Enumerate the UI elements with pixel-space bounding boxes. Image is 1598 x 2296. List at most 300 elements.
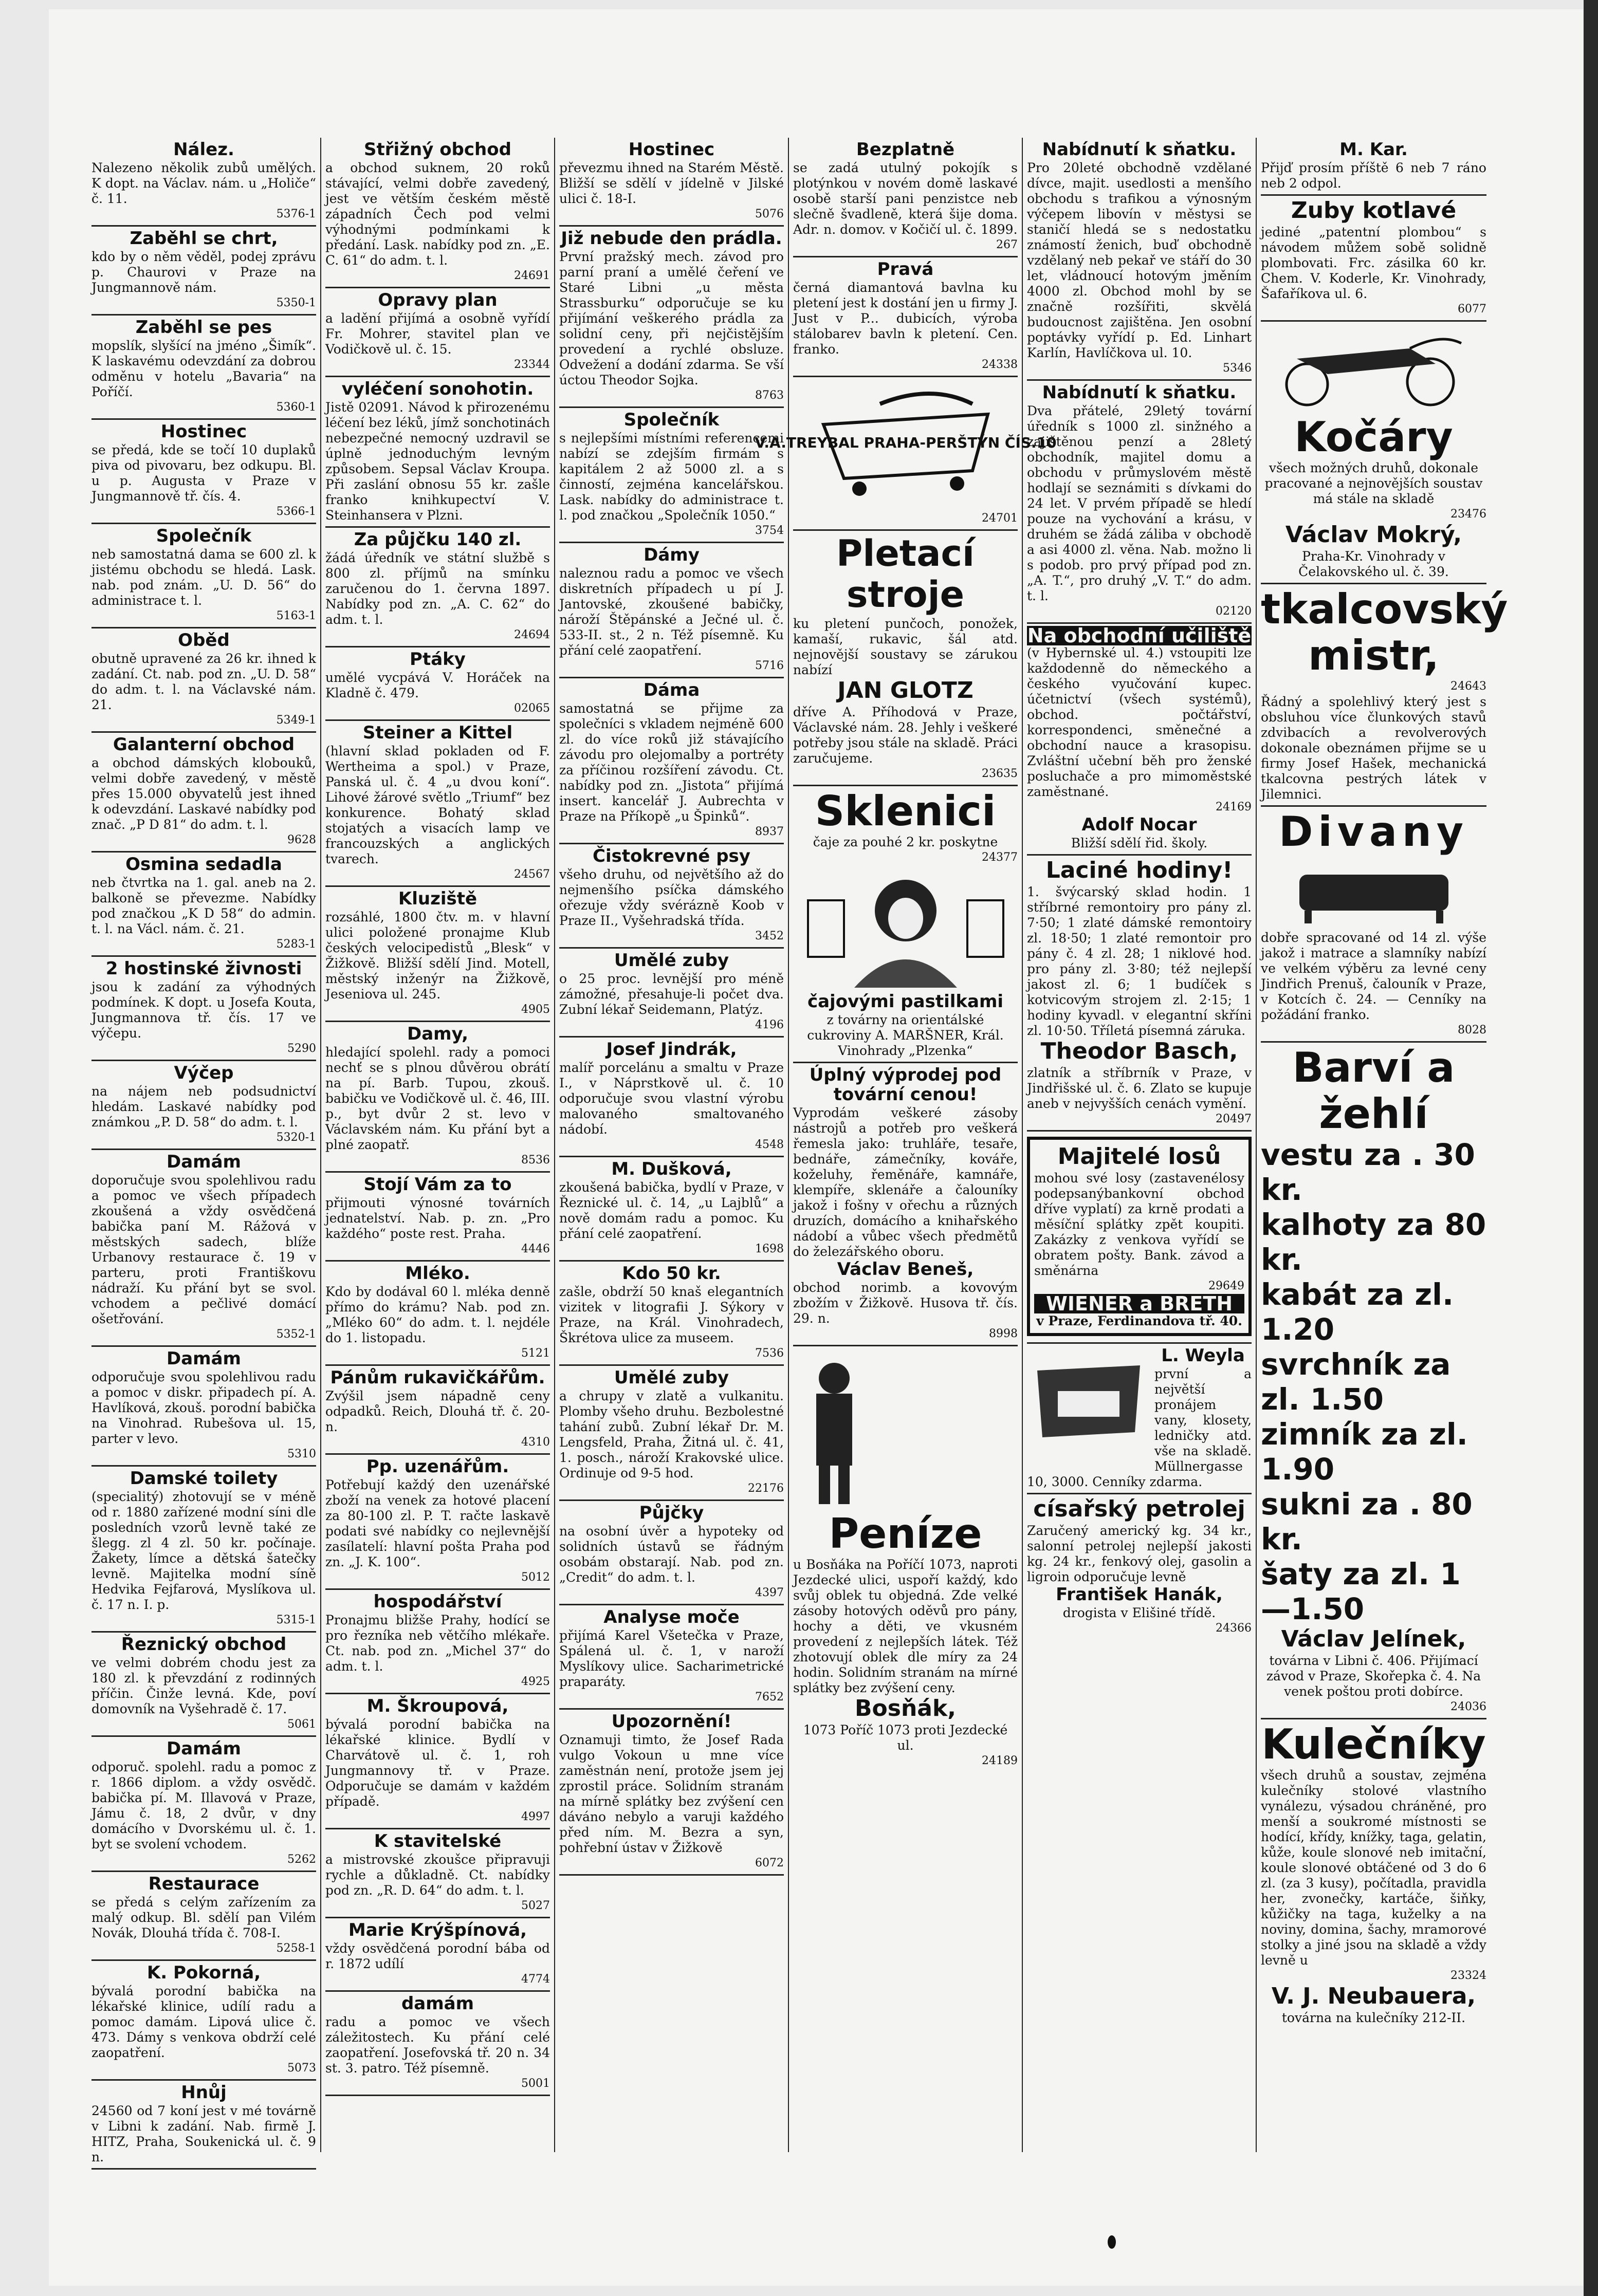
- ad: [559, 138, 784, 227]
- ad: [91, 1347, 316, 1467]
- column-1: [87, 138, 321, 2164]
- ad-heading: L. Weyla: [1161, 1345, 1245, 1366]
- ad-ref: 24377: [982, 851, 1018, 864]
- ad-heading: WIENER a BRETH: [1034, 1294, 1244, 1313]
- ad-body: neb samostatná dama se 600 zl. k jistému obchodu se hledá. Lask. nab. pod znám. „U. D. 56“ do administrace t. l.: [91, 547, 316, 608]
- ad-body: mopslík, slyšící na jméno „Šimík“. K laskavému odevzdání za dobrou odměnu v hotelu „Bavaria“ na Poříčí.: [91, 338, 316, 399]
- woman-with-tea-illustration-icon: [798, 869, 1014, 988]
- ad-ref: 4774: [521, 1973, 550, 1986]
- ad-ref: 23324: [1450, 1969, 1486, 1982]
- ad: [91, 1737, 316, 1872]
- ad-body: přijímá Karel Všetečka v Praze, Spálená ul. č. 1, v naroží Myslíkovy ulice. Sacharimetrické praparáty.: [559, 1628, 784, 1689]
- ad-body: černá diamantová bavlna ku pletení jest k dostání jen u firmy J. Just v P... dubicích, výroba stálobarev bavln k pletení. Cen. franko.: [793, 280, 1018, 357]
- ad-body: továrna v Libni č. 406. Přijímací závod v Praze, Skořepka č. 4. Na venek poštou proti dobírce.: [1266, 1653, 1481, 1699]
- ad-ref: 4397: [755, 1586, 784, 1599]
- ad-body: naleznou radu a pomoc ve všech diskretních případech u pí J. Jantovské, zkoušené babičky, nároží Štěpánské a Ječné ul. č. 533-II. st., 2 n. Též písemně. Ku přání celé zaopatření.: [559, 566, 784, 658]
- ad-body: jediné „patentní plombou“ s návodem můžem sobě solidně plombovati. Frc. zásilka 60 kr. Chem. V. Koderle, Kr. Vinohrady, Šafaříkova ul. 6.: [1261, 225, 1486, 301]
- ad-heading: Damské toilety: [130, 1468, 278, 1489]
- ad-body: u Bosňáka na Poříčí 1073, naproti Jezdecké ulici, uspoří každý, kdo svůj oblek tu objedná. Zde velké zásoby hotových oděvů pro pány, hochy a děti, ve vkusném provedení z nejlepších látek. Též zhotovují oblek dle míry za 24 hodin. Solidním stranám na mírné splátky bez zvýšení ceny.: [793, 1557, 1018, 1695]
- ad-body: z továrny na orientálské cukroviny A. MARŠNER, Král. Vinohrady „Plzenka“: [807, 1012, 1004, 1058]
- ad-heading: Výčep: [174, 1063, 234, 1083]
- ad-ref: 8763: [755, 389, 784, 402]
- ad-ref: 22176: [748, 1482, 784, 1495]
- ad-ref: 24694: [514, 628, 550, 641]
- ad-body: továrna na kulečníky 212-II.: [1281, 2010, 1466, 2025]
- ad-body: Pro 20leté obchodně vzdělané dívce, majit. usedlosti a menšího obchodu s trafikou a výnosným výčepem libovín v městysi se staničí hledá se s nedostatku známostí ženich, buď obchodně vzdělaný neb pekař ve stáří do 30 let, vládnoucí hotovým jměním 4000 zl. Obchod mohl by se značně rozšířiti, skvělá budoucnost zajištěna. Jen osobní poptávky vyřídí p. Ed. Linhart Karlín, Havlíčkova ul. 10.: [1027, 160, 1252, 360]
- ad-bosnak: [793, 1346, 1018, 1772]
- ad: [91, 138, 316, 227]
- ad-body: (specialitý) zhotovují se v méně od r. 1880 zařízené modní síni dle posledních vzorů levně také ze šlegg. zl 4 zl. 50 kr. počínaje. Žakety, límce a dětská šatečky levně. Majitelka modní síně Hedvika Fejfarová, Myslíkova ul. č. 17 n. I. p.: [91, 1489, 316, 1612]
- ad-body: se zadá utulný pokojík s plotýnkou v novém domě laskavé osobě starší pani penzistce neb slečně švadleně, která šije doma. Adr. n. domov. v Kočičí ul. č. 1899.: [793, 160, 1018, 237]
- ad-body: umělé vycpává V. Horáček na Kladně č. 479.: [325, 670, 550, 700]
- ad-body: (v Hybernské ul. 4.) vstoupiti lze každodenně do německého a českého vyučování kupec. účetnictví (všech systémů), obchod. počtářství, korrespondenci, směnečné a obchodní nauce a krasopisu. Zvláštní učební běh pro ženské posluchače a pro mimoměstské zaměstnané.: [1027, 645, 1252, 799]
- ad-body: převezmu ihned na Starém Městě. Bližší se sdělí v jídelně v Jilské ulici č. 18-I.: [559, 160, 784, 206]
- ad-heading: Divany: [1278, 808, 1469, 856]
- ad-body: Zvýšil jsem nápadně ceny odpadků. Reich, Dlouhá tř. č. 20-n.: [325, 1388, 550, 1434]
- ad-ref: 3452: [755, 930, 784, 942]
- ad-weyl: [1027, 1344, 1252, 1494]
- ad: [1261, 196, 1486, 322]
- ad-body: Bližší sdělí řid. školy.: [1071, 836, 1208, 850]
- ad-ref: 24036: [1450, 1700, 1486, 1713]
- ad-body: neb čtvrtka na 1. gal. aneb na 2. balkoně se převezme. Nabídky pod značkou „K D 58“ do admin. t. l. na Václ. nám. č. 21.: [91, 875, 316, 936]
- ad: [559, 1366, 784, 1501]
- ad-ref: 5262: [287, 1853, 316, 1866]
- ad-heading: Theodor Basch,: [1040, 1038, 1238, 1064]
- ad: [91, 1961, 316, 2081]
- ad-body: všech druhů a soustav, zejména kulečníky stolové vlastního vynálezu, výsadou chráněné, pro menší a soukromé místnosti se hodící, křídy, knížky, taga, gelatin, kůže, koule slonové neb imitační, koule slonové obtáčené od 3 do 6 zl. (za 3 kusy), počítadla, pravidla her, zvonečky, kartáče, šiňky, kůžičky na taga, kuželky a na noviny, domina, šachy, mramorové stolky a jiné jsou na skladě a vždy levně u: [1261, 1768, 1486, 1968]
- ad-ref: 24567: [514, 868, 550, 881]
- ad-heading: Václav Mokrý,: [1285, 522, 1462, 548]
- ad-body: žádá úředník ve státní službě s 800 zl. příjmů na smínku zaručenou do 1. června 1897. Nabídky pod zn. „A. C. 62“ do adm. t. l.: [325, 550, 550, 627]
- ad-tea: [793, 786, 1018, 1063]
- ad-heading: Za půjčku 140 zl.: [354, 529, 522, 550]
- ad-heading: Oběd: [178, 630, 230, 651]
- ad-heading: Mléko.: [405, 1263, 470, 1284]
- ad-ref: 4446: [521, 1243, 550, 1255]
- ad-heading: K. Pokorná,: [146, 1962, 261, 1983]
- ad-divans: [1261, 807, 1486, 1043]
- ad: [91, 1467, 316, 1633]
- ad-heading: Zaběhl se chrt,: [130, 228, 278, 249]
- ad-heading: Josef Jindrák,: [606, 1039, 737, 1060]
- ad-ref: 9628: [287, 834, 316, 846]
- ad-body: Kdo by dodával 60 l. mléka denně přímo do krámu? Nab. pod zn. „Mléko 60“ do adm. t. l. nejdéle do 1. listopadu.: [325, 1284, 550, 1345]
- column-5: [1023, 138, 1257, 2152]
- price-line: vestu za . 30 kr.: [1261, 1137, 1475, 1207]
- ad: [91, 628, 316, 733]
- ad-ref: 02120: [1216, 605, 1252, 618]
- ad-body: všech možných druhů, dokonale pracované a nejnovějších soustav má stále na skladě: [1264, 460, 1483, 506]
- ad-ref: 7536: [755, 1347, 784, 1360]
- ad-ref: 5283-1: [276, 938, 316, 951]
- ad-body: Přijď prosím příště 6 neb 7 ráno neb 2 odpol.: [1261, 160, 1486, 191]
- ad-body: bývalá porodní babička na lékařské klinice. Bydlí v Charvátově ul. č. 1, roh Jungmannovy tř. v Praze. Odporučuje se damám v každém případě.: [325, 1717, 550, 1809]
- ad-ref: 5073: [287, 2062, 316, 2075]
- ad-ref: 5121: [521, 1347, 550, 1360]
- ad-heading: Barví a žehlí: [1292, 1044, 1455, 1138]
- ad-body: 1073 Poříč 1073 proti Jezdecké ul.: [803, 1723, 1008, 1753]
- ad-body: 1. švýcarský sklad hodin. 1 stříbrné remontoiry pro pány zl. 7·50; 1 zlaté dámské remontoiry zl. 18·50; 1 zlaté remontoir pro pány č. 4 zl. 28; 1 niklové hod. pro pány zl. 3·80; též nejlepší jakost zl. 6; 1 budíček s kotvicovým strojem zl. 2·15; 1 hodiny kyvadl. v elegantní skříni zl. 10·50. Tříletá písemná záruka.: [1027, 884, 1252, 1038]
- ad-heading: Dámy: [644, 545, 700, 565]
- ad: [1027, 856, 1252, 1132]
- ad: [559, 1710, 784, 1876]
- ad-heading: Galanterní obchod: [113, 734, 295, 755]
- ad-ref: 8536: [521, 1154, 550, 1166]
- ad: [91, 2081, 316, 2170]
- ad-heading: Umělé zuby: [614, 950, 729, 971]
- ad-ref: 23476: [1450, 508, 1486, 521]
- ad-body: a ladění přijímá a osobně vyřídí Fr. Mohrer, stavitel plan ve Vodičkově ul. č. 15.: [325, 311, 550, 357]
- ad-heading: Kluziště: [398, 888, 477, 909]
- ad-heading: tkalcovský mistr,: [1261, 585, 1508, 679]
- ad-heading: Půjčky: [639, 1503, 704, 1523]
- ad-body: (hlavní sklad pokladen od F. Wertheima a spol.) v Praze, Panská ul. č. 4 „u dvou koní“. Lihové žárové světlo „Triumf“ bez konkurence. Bohatý sklad stojatých a visacích lamp ve francouzských a anglických tvarech.: [325, 744, 550, 866]
- ad-body: ku pletení punčoch, ponožek, kamaší, rukavic, šál atd. nejnovější soustavy se zárukou nabízí: [793, 616, 1018, 677]
- ad-body: a obchod dámských klobouků, velmi dobře zavedený, v městě přes 15.000 obyvatelů jest ihned k odevzdání. Laskavé nabídky pod znač. „P D 81“ do adm. t. l.: [91, 755, 316, 832]
- ad-body: a mistrovské zkoušce připravuji rychle a důkladně. Ct. nabídky pod zn. „R. D. 64“ do adm. t. l.: [325, 1852, 550, 1898]
- ad-heading: Sklenici: [815, 787, 996, 835]
- ad-body: první a největší pronájem vany, klosety, ledničky atd. vše na skladě. Müllnergasse 10, 3000. Cenníky zdarma.: [1027, 1366, 1252, 1489]
- ad-body: Nalezeno několik zubů umělých. K dopt. na Václav. nám. u „Holiče“ č. 11.: [91, 160, 316, 206]
- classified-ads-grid: [87, 138, 1508, 2164]
- ad-body: Řádný a spolehlivý který jest s obsluhou více člunkových stavů zdvibacích a revolverových dokonale obeznámen přijme se u firmy Josef Hašek, mechanická tkalcovna pestrých látek v Jilemnici.: [1261, 694, 1486, 802]
- ad-body: bývalá porodní babička na lékařské klinice, udílí radu a pomoc damám. Lipová ulice č. 473. Dámy s venkova obdrží celé zaopatření.: [91, 1984, 316, 2060]
- ad-heading: Společník: [156, 526, 252, 546]
- ad-ref: 24691: [514, 269, 550, 282]
- ad-heading: K stavitelské: [374, 1831, 502, 1851]
- ad-heading: Čistokrevné psy: [593, 846, 750, 866]
- ad-body: ve velmi dobrém chodu jest za 180 zl. k převzdání z rodinných příčin. Činže levná. Kde, poví domovník na Vyšehradě č. 17.: [91, 1655, 316, 1716]
- ad-heading: Řeznický obchod: [121, 1634, 287, 1655]
- ad: [325, 1590, 550, 1694]
- ad-ref: 8998: [989, 1327, 1018, 1340]
- ad-ref: 24189: [982, 1754, 1018, 1767]
- ad-body: všeho druhu, od největšího až do nejmenšího psíčka dámského ořezuje vždy svérázně Koob v Praze II., Vyšehradská třída.: [559, 867, 784, 928]
- ad: [91, 1633, 316, 1737]
- ad: [91, 227, 316, 316]
- ad: [325, 528, 550, 647]
- man-illustration-icon: [793, 1353, 875, 1507]
- ad-body: zlatník a stříbrník v Praze, v Jindřišské ul. č. 6. Zlato se kupuje aneb v nejvyšších cenách vymění.: [1027, 1065, 1252, 1111]
- ad: [559, 678, 784, 844]
- ad-heading: císařský petrolej: [1033, 1496, 1245, 1522]
- ad: [1027, 624, 1252, 856]
- ad-ref: 5366-1: [276, 505, 316, 518]
- ad-ref: 4925: [521, 1675, 550, 1688]
- ad-heading: vyléčení sonohotin.: [341, 379, 534, 399]
- ad-heading: V. J. Neubauera,: [1271, 1983, 1476, 2009]
- ad-heading: Václav Beneš,: [837, 1259, 974, 1280]
- ad-ref: 5376-1: [276, 208, 316, 220]
- ad-ref: 24338: [982, 358, 1018, 371]
- ad-ref: 5350-1: [276, 297, 316, 309]
- ad: [1261, 1719, 1486, 2029]
- ad-ref: 267: [996, 238, 1018, 251]
- ad-heading: Hostinec: [160, 421, 247, 442]
- ad-body: v Praze, Ferdinandova tř. 40.: [1036, 1313, 1242, 1328]
- ad: [559, 844, 784, 949]
- ad-lottery: [1027, 1132, 1252, 1344]
- ad: [325, 1173, 550, 1262]
- ad-body: přijmouti výnosné továrních jednatelství. Nab. p. zn. „Pro každého“ poste rest. Praha.: [325, 1195, 550, 1241]
- ad-body: kdo by o něm věděl, podej zprávu p. Chaurovi v Praze na Jungmannově nám.: [91, 249, 316, 295]
- ad: [325, 887, 550, 1022]
- ad-ref: 5310: [287, 1448, 316, 1460]
- ad-ref: 4310: [521, 1436, 550, 1449]
- ad: [559, 949, 784, 1038]
- ad-body: Dva přátelé, 29letý tovární úředník s 1000 zl. sinžného a zajištěnou penzí a 28letý obchodník, majitel domu a obchodu v průmyslovém městě hodlají se seznámiti s dívkami do 24 let. V prvém případě se hledí pouze na vychování a krásu, v druhém se žádá záliba v obchodě a asi 4000 zl. věna. Nab. možno li s podob. pro prvý případ pod zn. „A. T.“, pro druhý „V. T.“ do adm. t. l.: [1027, 403, 1252, 603]
- ad-body: obutně upravené za 26 kr. ihned k zadání. Ct. nab. pod zn. „U. D. 58“ do adm. t. l. na Václavské nám. 21.: [91, 651, 316, 712]
- ad: [559, 1038, 784, 1157]
- ad: [1027, 1494, 1252, 1639]
- ad-body: rozsáhlé, 1800 čtv. m. v hlavní ulici položené pronajme Klub českých velocipedistů „Blesk“ v Žižkově. Bližší sdělí Jind. Motell, městský inženýr na Žižkově, Jeseniova ul. 245.: [325, 910, 550, 1002]
- ad-ref: 8937: [755, 825, 784, 838]
- ad-ref: 5290: [287, 1042, 316, 1055]
- ad: [325, 288, 550, 377]
- ad-ref: 8028: [1458, 1024, 1486, 1036]
- price-line: svrchník za zl. 1.50: [1261, 1347, 1451, 1417]
- ad-ref: 6072: [755, 1857, 784, 1869]
- ad: [91, 1061, 316, 1150]
- ad-heading: Kdo 50 kr.: [622, 1263, 721, 1284]
- ad: [325, 1022, 550, 1173]
- ad-ref: 5320-1: [276, 1131, 316, 1144]
- ad-ref: 4196: [755, 1019, 784, 1031]
- ad-heading: Osmina sedadla: [125, 854, 282, 875]
- ad: [1027, 138, 1252, 381]
- ad: [325, 138, 550, 288]
- ad-body: První pražský mech. závod pro parní praní a umělé čeření ve Staré Libni „u města Strassburku“ odporučuje se ku přijímání veškerého prádla za solidní ceny, při nejčistějším provedení a rychlé obsluze. Odvežení a dodání zdarma. Se vší úctou Theodor Sojka.: [559, 249, 784, 387]
- divan-illustration-icon: [1289, 859, 1459, 926]
- carriage-illustration-icon: [1266, 328, 1482, 410]
- ad-body: dříve A. Příhodová v Praze, Václavské nám. 28. Jehly i veškeré potřeby jsou stále na skladě. Práci zaručujeme.: [793, 705, 1018, 766]
- ad-heading: František Hanák,: [1056, 1584, 1223, 1605]
- ad-ref: 1698: [755, 1243, 784, 1255]
- ad-heading: Zaběhl se pes: [135, 317, 272, 338]
- price-line: kalhoty za 80 kr.: [1261, 1207, 1486, 1277]
- ad: [793, 1063, 1018, 1346]
- ad-ref: 3754: [755, 524, 784, 537]
- ad-heading: M. Dušková,: [611, 1159, 732, 1179]
- ad: [91, 1872, 316, 1961]
- ad-body: dobře spracované od 14 zl. výše jakož i matrace a slamníky nabízí ve velkém výběru za levné ceny Jindřich Prenuš, čalouník v Praze, v Kotcích č. 24. — Cenníky na požádání franko.: [1261, 930, 1486, 1022]
- ad: [325, 721, 550, 887]
- ad-heading: Stojí Vám za to: [363, 1174, 512, 1195]
- ad-ref: 6077: [1458, 303, 1486, 316]
- ad-heading: Kulečníky: [1261, 1720, 1486, 1768]
- ad: [325, 1918, 550, 1992]
- ad-heading: Restaurace: [148, 1874, 260, 1894]
- ad-heading: Kočáry: [1294, 413, 1453, 461]
- ad: [793, 257, 1018, 377]
- ad-heading: Peníze: [829, 1510, 982, 1558]
- ad-dyeing: [1261, 1043, 1486, 1719]
- ad-heading: Nabídnutí k sňatku.: [1042, 382, 1237, 403]
- ad-heading: Damám: [167, 1348, 241, 1369]
- ad-body: Zaručený americký kg. 34 kr., salonní petrolej nejlepší jakosti kg. 24 kr., fenkový olej, gasolin a ligroin odporučuje levně: [1027, 1523, 1252, 1584]
- ad-ref: 24169: [1216, 801, 1252, 813]
- treybal-label: V.A.TREYBAL PRAHA-PERŠTÝN ČÍS.10: [754, 434, 1057, 451]
- ad-heading: Damám: [167, 1152, 241, 1172]
- ad-ref: 29649: [1208, 1280, 1244, 1292]
- ad-body: doporučuje svou spolehlivou radu a pomoc ve všech případech zkoušená a vždy osvědčená babička paní M. Rážová v městských sadech, blíže Urbanovy restaurace č. 19 v parteru, proti Františkovu nádraží. Ku přání byt se svol. vchodem a pečlivé domácí ošetřování.: [91, 1173, 316, 1326]
- ad: [325, 1366, 550, 1455]
- ad: [559, 1605, 784, 1710]
- price-line: zimník za zl. 1.90: [1261, 1417, 1468, 1487]
- ad-heading: Bezplatně: [856, 139, 955, 160]
- ad-ref: 5076: [755, 208, 784, 220]
- ad-heading: Umělé zuby: [614, 1367, 729, 1388]
- ad: [325, 1992, 550, 2096]
- ad: [325, 1694, 550, 1829]
- ad-heading: hospodářství: [373, 1591, 502, 1612]
- ad-body: 24560 od 7 koní jest v mé továrně v Libni k zadání. Nab. firmě J. HITZ, Praha, Soukenická ul. č. 9 n.: [91, 2103, 316, 2164]
- ad-body: na nájem neb podsudnictví hledám. Laskavé nabídky pod známkou „P. D. 58“ do adm. t. l.: [91, 1084, 316, 1130]
- ad: [91, 420, 316, 524]
- bathtub-illustration-icon: [1027, 1350, 1150, 1458]
- ad-ref: 24701: [982, 512, 1018, 525]
- price-line: sukni za . 80 kr.: [1261, 1487, 1473, 1557]
- ad-heading: Marie Krýšpínová,: [348, 1920, 527, 1940]
- ad: [325, 1455, 550, 1590]
- ad-heading: Adolf Nocar: [1081, 814, 1197, 835]
- ad-heading: Nabídnutí k sňatku.: [1042, 139, 1237, 160]
- ad-heading: Laciné hodiny!: [1045, 857, 1233, 883]
- ad-body: zašle, obdrží 50 knaš elegantních vizitek v litografii J. Sýkory v Praze, na Král. Vinohradech, Škrétova ulice za museem.: [559, 1284, 784, 1345]
- page-mark: [1108, 2235, 1116, 2249]
- ad-body: odporučuje svou spolehlivou radu a pomoc v diskr. připadech pí. A. Havlíková, zkouš. porodní babička na Vinohrad. Rubešova ul. 15, parter v levo.: [91, 1369, 316, 1446]
- ad-ref: 24366: [1216, 1622, 1252, 1635]
- ad-body: Potřebují každý den uzenářské zboží na venek za hotové placení za 80-100 zl. P. T. račte laskavě podati své nabídky co nejlevnější zasílatelí: hlavní pošta Praha pod zn. „J. K. 100“.: [325, 1477, 550, 1569]
- ad-ref: 4905: [521, 1003, 550, 1016]
- ad-body: jsou k zadání za výhodných podmínek. K dopt. u Josefa Kouta, Jungmannova tř. čís. 17 ve výčepu.: [91, 979, 316, 1041]
- ad: [559, 1157, 784, 1262]
- ad-heading: M. Kar.: [1339, 139, 1408, 160]
- ad-heading: Hostinec: [628, 139, 715, 160]
- ad-body: obchod norimb. a kovovým zbožím v Žižkově. Husova tř. čís. 29. n.: [793, 1280, 1018, 1326]
- lottery-box: [1027, 1137, 1252, 1336]
- ad-heading: Nález.: [173, 139, 234, 160]
- ad-heading: Opravy plan: [378, 290, 498, 310]
- ad-knitting: [793, 531, 1018, 786]
- ad: [91, 316, 316, 420]
- ad-heading: Dáma: [643, 680, 700, 700]
- ad-heading: Václav Jelínek,: [1281, 1626, 1466, 1652]
- ad-ref: 5352-1: [276, 1328, 316, 1341]
- column-3: [555, 138, 789, 2152]
- ad: [1261, 138, 1486, 196]
- column-2: [321, 138, 555, 2152]
- ad-heading: Již nebude den prádla.: [561, 228, 782, 249]
- ad: [91, 957, 316, 1061]
- ad: [325, 1262, 550, 1366]
- ad-body: drogista v Elišiné třídě.: [1062, 1605, 1216, 1620]
- ad: [91, 1150, 316, 1347]
- ad-body: radu a pomoc ve všech záležitostech. Ku přání celé zaopatření. Josefovská tř. 20 n. 34 st. 3. patro. Též písemně.: [325, 2014, 550, 2076]
- ad: [91, 853, 316, 957]
- ad: [559, 1501, 784, 1605]
- ad-ref: 5258-1: [276, 1942, 316, 1955]
- ad-ref: 5061: [287, 1718, 316, 1731]
- ad-heading: Pp. uzenářům.: [366, 1456, 509, 1477]
- ad-body: hledající spolehl. rady a pomoci nechť se s plnou důvěrou obrátí na pí. Barb. Tupou, zkouš. babičku ve Vodičkově ul. č. 46, III. p., byt dvůr 2 st. levo v Václavském nám. Ku přání byt a plné zaopatř.: [325, 1045, 550, 1152]
- ad: [559, 543, 784, 678]
- ad: [91, 733, 316, 853]
- ad-ref: 5315-1: [276, 1614, 316, 1626]
- ad-body: Praha-Kr. Vinohrady v Čelakovského ul. č. 39.: [1298, 549, 1449, 579]
- ad-body: samostatná se přijme za společníci s vkladem nejméně 600 zl. do více roků již stávajícího závodu pro olejomalby a portréty za příčinou rozšíření závodu. Ct. nabídky pod zn. „Jistota“ přijímá insert. kancelář J. Aubrechta v Praze na Příkopě „u Špinků“.: [559, 701, 784, 824]
- ad-heading: Damám: [167, 1738, 241, 1759]
- ad-heading: Pletací stroje: [836, 532, 975, 616]
- ad-ref: 5349-1: [276, 714, 316, 727]
- ad: [325, 1829, 550, 1918]
- ad-heading: Hnůj: [181, 2082, 227, 2103]
- ad-ref: 5012: [521, 1571, 550, 1584]
- ad-ref: 23635: [982, 767, 1018, 780]
- ad-heading: Na obchodní učiliště: [1027, 624, 1252, 647]
- ad: [559, 408, 784, 543]
- price-line: kabát za zl. 1.20: [1261, 1277, 1454, 1347]
- ad-body: Jistě 02091. Návod k přirozenému léčení bez léků, jímž sonchotinách nebezpečné nemocný uzdravil se úplně jednoduchým levným způsobem. Sepsal Václav Kroupa. Při zaslání obnosu 55 kr. zašle franko knihkupectví V. Steinhansera v Plzni.: [325, 400, 550, 523]
- ad-heading: Zuby kotlavé: [1291, 197, 1457, 224]
- ad-body: mohou své losy (zastavenélosy podepsanýbankovní obchod dříve vyplatí) za krně prodati a měsíční splátky zpět koupiti. Zakázky z venkova vyřídí se obratem pošty. Bank. závod a směnárna: [1034, 1171, 1244, 1278]
- ad-body: o 25 proc. levnější pro méně zámožné, přesahuje-li počet dva. Zubní lékař Seidemann, Platýz.: [559, 971, 784, 1017]
- ad-ref: 02065: [514, 702, 550, 715]
- ad-heading: JAN GLOTZ: [837, 677, 974, 703]
- ad-ref: 5360-1: [276, 401, 316, 414]
- ad-heading: Pravá: [877, 259, 934, 280]
- ad: [1261, 584, 1508, 807]
- ad-heading: Pánům rukavičkářům.: [330, 1367, 545, 1388]
- ad-ref: 4997: [521, 1810, 550, 1823]
- ad-ref: 20497: [1216, 1113, 1252, 1125]
- ad-heading: Ptáky: [410, 649, 466, 670]
- ad-heading: 2 hostinské živnosti: [105, 958, 302, 979]
- ad-heading: damám: [401, 1993, 474, 2014]
- ad-ref: 4548: [755, 1138, 784, 1151]
- ad: [325, 647, 550, 721]
- price-line: šaty za zl. 1—1.50: [1261, 1557, 1461, 1626]
- ad: [1027, 381, 1252, 624]
- ad-carriages: [1261, 322, 1486, 584]
- ad-heading: Společník: [623, 410, 720, 430]
- ad-body: se předá, kde se točí 10 duplaků piva od pivovaru, bez odkupu. Bl. u p. Augusta v Praze v Jungmannově tř. čís. 4.: [91, 442, 316, 504]
- ad: [559, 1262, 784, 1366]
- ad-ref: 5163-1: [276, 609, 316, 622]
- ad: [325, 377, 550, 528]
- ad-heading: čajovými pastilkami: [807, 991, 1004, 1012]
- ad-body: Pronajmu bližše Prahy, hodící se pro řezníka neb větčího mlékaře. Ct. nab. pod zn. „Michel 37“ do adm. t. l.: [325, 1613, 550, 1674]
- ad: [793, 138, 1018, 257]
- ad-heading: Upozornění!: [611, 1711, 732, 1732]
- ad-heading: Damy,: [407, 1024, 469, 1044]
- ad-body: čaje za pouhé 2 kr. poskytne: [813, 835, 998, 849]
- ad-body: zkoušená babička, bydlí v Praze, v Řeznické ul. č. 14, „u Lajblů“ a nově domám radu a pomoc. Ku přání celé zaopatření.: [559, 1180, 784, 1241]
- ad-body: s nejlepšími místními referencemi nabízí se zdejším firmám s kapitálem 2 až 5000 zl. a s činností, zejména kancelářskou. Lask. nabídky do administrace t. l. pod značkou „Společník 1050.“: [559, 431, 784, 523]
- ad: [91, 524, 316, 628]
- page-edge: [1584, 0, 1598, 2296]
- ad-heading: Střižný obchod: [364, 139, 511, 160]
- ad-body: Oznamuji timto, že Josef Rada vulgo Vokoun u mne více zaměstnán není, protože jsem jej zprostil práce. Solidním stranám na mírně splátky bez zvýšení cen dáváno nebylo a varuji každého před ním. M. Bezra a syn, pohřební ústav v Žižkově: [559, 1732, 784, 1855]
- ad-ref: 5716: [755, 659, 784, 672]
- ad-body: a chrupy v zlatě a vulkanitu. Plomby všeho druhu. Bezbolestné tahání zubů. Zubní lékař Dr. M. Lengsfeld, Praha, Žitná ul. č. 41, 1. posch., nároží Krakovské ulice. Ordinuje od 9-5 hod.: [559, 1388, 784, 1480]
- ad-body: odporuč. spolehl. radu a pomoc z r. 1866 diplom. a vždy osvědč. babička pí. M. Illavová v Praze, Jámu č. 18, 2 dvůr, v dny domácího v Dvorskému ul. č. 1. byt se svolení vchodem.: [91, 1760, 316, 1851]
- ad-heading: Majitelé losů: [1057, 1143, 1221, 1170]
- ad-ref: 7652: [755, 1691, 784, 1704]
- ad-body: na osobní úvěr a hypoteky od solidních ústavů se řádným osobám obstarají. Nab. pod zn. „Credit“ do adm. t. l.: [559, 1524, 784, 1585]
- ad-ref: 5346: [1223, 362, 1252, 375]
